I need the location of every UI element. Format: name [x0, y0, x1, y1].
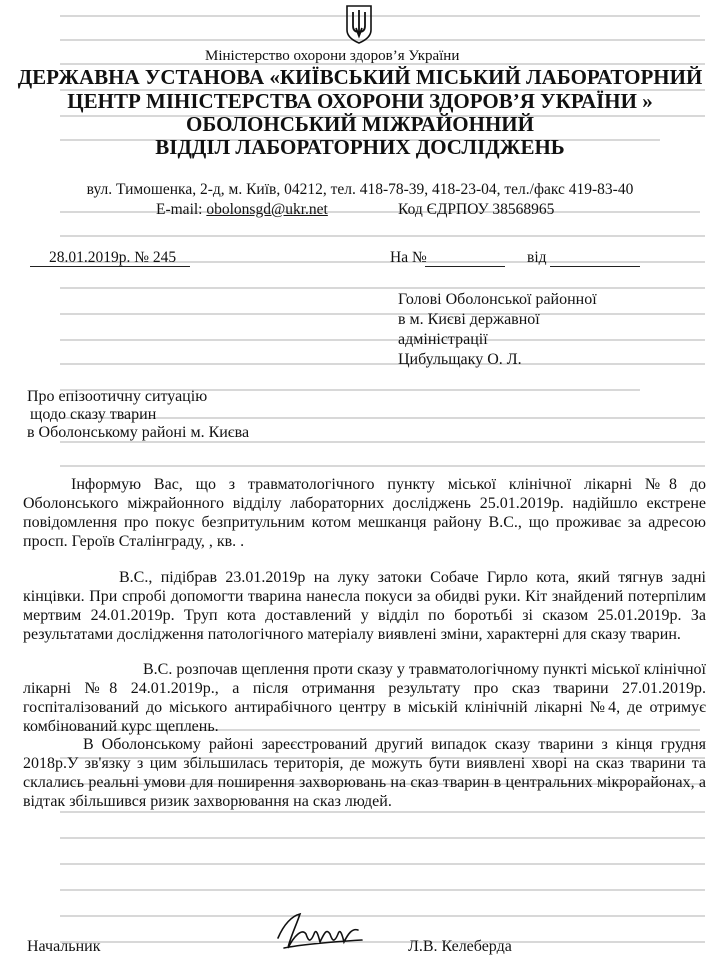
outgoing-date-number: 28.01.2019р. № 245 — [49, 249, 177, 266]
recipient-line-4: Цибульщаку О. Л. — [398, 351, 522, 368]
email-block — [156, 201, 328, 219]
body-paragraph-4: В Оболонському районі зареєстрований другий випадок сказу тварини з кінця грудня 2018р.У зв'язку з цим збільшилась територія, де можуть бути виявлені хворі на сказ тварини та склались реальні умови для поширення захворювань на сказ тварин в центральних мікрорайонах, а відтак збільшився ризик захворювання на сказ людей. — [23, 736, 706, 810]
institution-line-4: ВІДДІЛ ЛАБОРАТОРНИХ ДОСЛІДЖЕНЬ — [155, 135, 565, 159]
institution-line-3: ОБОЛОНСЬКИЙ МІЖРАЙОННИЙ — [186, 112, 534, 136]
signatory-name: Л.В. Келеберда — [408, 938, 512, 955]
subject-line-1: Про епізоотичну ситуацію — [27, 388, 208, 405]
incoming-date-underline — [550, 266, 640, 267]
signatory-title: Начальник — [27, 938, 101, 955]
recipient-line-1: Голові Оболонської районної — [398, 291, 597, 308]
address-line: вул. Тимошенка, 2-д, м. Київ, 04212, тел. 418-78-39, 418-23-04, тел./факс 419-83-40 — [86, 181, 634, 198]
body-paragraph-1: Інформую Вас, що з травматологічного пункту міської клінічної лікарні №8 до Оболонського міжрайонного відділу лабораторних досліджень 25.01.2019р. надійшло екстрене повідомлення про покус безпритульним котом мешканця району В.С., що проживає за адресою просп. Героїв Сталінграду, , кв. . — [23, 476, 706, 550]
edrpou-code: Код ЄДРПОУ 38568965 — [398, 201, 555, 218]
date-underline — [30, 266, 190, 267]
body-paragraph-3: В.С. розпочав щеплення проти сказу у травматологічному пункті міської клінічної лікарні №8 24.01.2019р., а після отримання результату про сказ тварини 27.01.2019р. госпіталізований до міського антирабічного центру в міській клінічній лікарні №4, де отримує комбінований курс щеплень. — [23, 661, 706, 735]
coat-of-arms-icon — [344, 4, 374, 44]
body-paragraph-2: В.С., підібрав 23.01.2019р на луку затоки Собаче Гирло кота, який тягнув задні кінцівки. При спробі допомогти тварина нанесла покуси за обидві руки. Кіт знайдений потерпілим мертвим 24.01.2019р. Труп кота доставлений у відділ по боротьбі зі сказом 25.01.2019р. За результатами дослідження патологічного матеріалу виявлені зміни, характерні для сказу тварин. — [23, 569, 706, 643]
subject-line-3: в Оболонському районі м. Києва — [27, 424, 250, 441]
institution-line-1: ДЕРЖАВНА УСТАНОВА «КИЇВСЬКИЙ МІСЬКИЙ ЛАБОРАТОРНИЙ — [17, 65, 703, 89]
institution-line-2: ЦЕНТР МІНІСТЕРСТВА ОХОРОНИ ЗДОРОВ’Я УКРАЇНИ » — [67, 89, 653, 113]
recipient-line-3: адміністрації — [398, 331, 488, 348]
incoming-number-label: На № — [390, 249, 427, 266]
incoming-number-underline — [425, 266, 505, 267]
incoming-date-label: від — [527, 249, 547, 266]
email-label: E-mail: — [156, 201, 203, 218]
recipient-line-2: в м. Києві державної — [398, 311, 540, 328]
email-link[interactable]: obolonsgd@ukr.net — [206, 201, 328, 218]
ministry-name: Міністерство охорони здоров’я України — [205, 48, 460, 64]
subject-line-2: щодо сказу тварин — [30, 406, 157, 423]
handwritten-signature — [270, 904, 370, 960]
